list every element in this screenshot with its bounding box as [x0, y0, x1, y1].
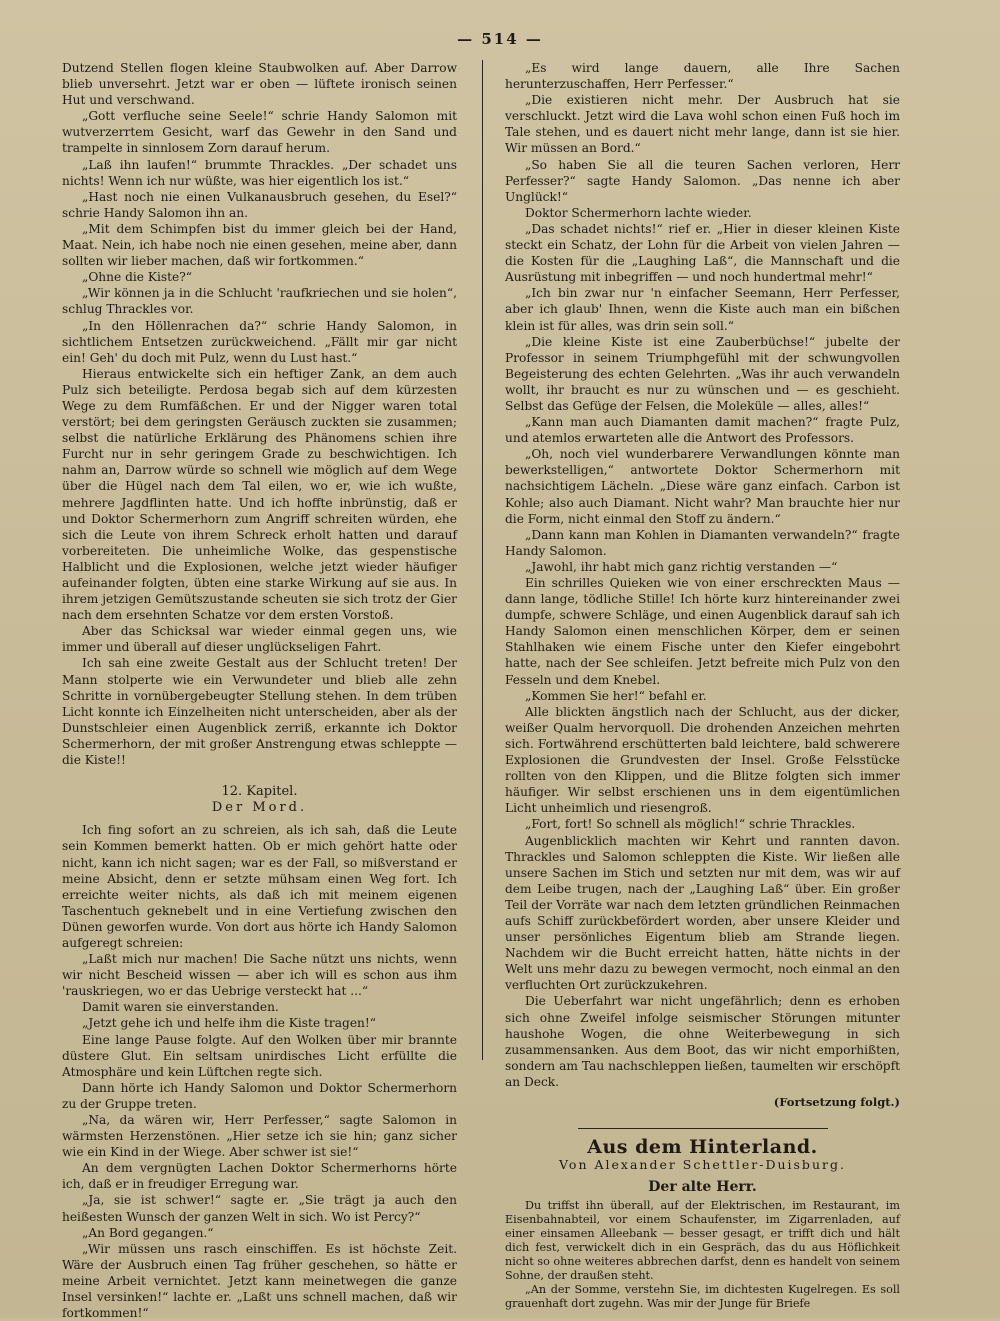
paragraph: „Wir müssen uns rasch einschiffen. Es ist höchste Zeit. Wäre der Ausbruch einen Tag früher geschehen, so hätte er meine Arbeit vernichtet. Jetzt kann meinetwegen die ganze Insel versinken!“ lachte er. „Laßt uns schnell machen, daß wir fortkommen!“ — [62, 1241, 457, 1321]
paragraph: „Na, da wären wir, Herr Perfesser,“ sagte Salomon in wärmsten Herzenstönen. „Hier setze ich sie hin; ganz sicher wie ein Kind in der Wiege. Aber schwer ist sie!“ — [62, 1113, 457, 1160]
paragraph: „Laß ihn laufen!“ brummte Thrackles. „Der schadet uns nichts! Wenn ich nur wüßte, was hier eigentlich los ist.“ — [62, 157, 457, 188]
paragraph: Eine lange Pause folgte. Auf den Wolken über mir brannte düstere Glut. Ein seltsam unirdisches Licht erfüllte die Atmosphäre und kein Lüftchen regte sich. — [62, 1032, 457, 1079]
paragraph: „Oh, noch viel wunderbarere Verwandlungen könnte man bewerkstelligen,“ antwortete Doktor Schermerhorn mit nachsichtigem Lächeln. „Diese wäre ganz einfach. Carbon ist Kohle; also auch Diamant. Nicht wahr? Man brauchte hier nur die Form, nicht einmal den Stoff zu ändern.“ — [505, 447, 900, 526]
paragraph: Ich sah eine zweite Gestalt aus der Schlucht treten! Der Mann stolperte wie ein Verwundeter und blieb alle zehn Schritte in vornübergebeugter Stellung stehen. In dem trüben Licht konnte ich Einzelheiten nicht unterscheiden, aber als der Dunstschleier einen Augenblick zerriß, erkannte ich Doktor Schermerhorn, der mit großer Anstrengung etwas schleppte — die Kiste!! — [62, 656, 457, 768]
paragraph: „So haben Sie all die teuren Sachen verloren, Herr Perfesser?“ sagte Handy Salomon. „Das nenne ich aber Unglück!“ — [505, 157, 900, 204]
paragraph: Die Ueberfahrt war nicht ungefährlich; denn es erhoben sich ohne Zweifel infolge seismischer Störungen mitunter haushohe Wogen, die ohne Weiterbewegung in sich zusammensanken. Aus dem Boot, das wir nicht emporhißten, sondern am Tau nachschleppen ließen, taumelten wir erschöpft an Deck. — [505, 994, 900, 1089]
right-column — [505, 60, 900, 1311]
paragraph: Doktor Schermerhorn lachte wieder. — [525, 205, 752, 220]
paragraph: „Hast noch nie einen Vulkanausbruch gesehen, du Esel?“ schrie Handy Salomon ihn an. — [62, 189, 457, 220]
paragraph: „Laßt mich nur machen! Die Sache nützt uns nichts, wenn wir nicht Bescheid wissen — aber ich will es schon aus ihm 'rauskriegen, wo er das Uebrige versteckt hat ...“ — [62, 952, 457, 999]
paragraph: „Kann man auch Diamanten damit machen?“ fragte Pulz, und atemlos erwarteten alle die Antwort des Professors. — [505, 415, 900, 446]
article-subtitle: Der alte Herr. — [648, 1179, 757, 1196]
article-byline: Von Alexander Schettler-Duisburg. — [559, 1157, 846, 1173]
paragraph: „An Bord gegangen.“ — [82, 1225, 214, 1240]
paragraph: Augenblicklich machten wir Kehrt und rannten davon. Thrackles und Salomon schleppten die Kiste. Wir ließen alle unsere Sachen im Stich und setzten nur mit dem, was wir auf dem Leibe trugen, nach der „Laughing Laß“ über. Ein großer Teil der Vorräte war nach dem letzten gründlichen Reinmachen aufs Schiff zurückbefördert worden, aber unsere Kleider und unser persönliches Eigentum blieb am Strande liegen. Nachdem wir die Bucht erreicht hatten, hätte nichts in der Welt uns mehr dazu zu bewegen vermocht, noch einmal an den verfluchten Ort zurückzukehren. — [505, 833, 900, 993]
paragraph: „Wir können ja in die Schlucht 'raufkriechen und sie holen“, schlug Thrackles vor. — [62, 286, 457, 317]
column-rule — [482, 60, 483, 1060]
chapter-title: Der Mord. — [211, 800, 308, 816]
page-number: — 514 — — [457, 30, 543, 48]
paragraph: Hieraus entwickelte sich ein heftiger Zank, an dem auch Pulz sich beteiligte. Perdosa begab sich auf dem kürzesten Wege zu dem Rumfäßchen. Er und der Nigger waren total verstört; bei dem geringsten Geräusch zuckten sie zusammen; selbst die natürliche Erklärung des Phänomens schien ihre Furcht nur in sehr geringem Grade zu beschwichtigen. Ich nahm an, Darrow würde so schnell wie möglich auf dem Wege über die Hügel nach dem Tal eilen, wo er, wie ich wußte, mehrere Jagdflinten hatte. Und ich hoffte inbrünstig, daß er und Doktor Schermerhorn zum Angriff schreiten würden, ehe sich die Leute von ihrem Schreck erholt hatten und darauf vorbereiteten. Die unheimliche Wolke, das gespenstische Halblicht und die Explosionen, welche jetzt wieder häufiger aufeinander folgten, übten eine starke Wirkung auf sie aus. In ihrem jetzigen Gemütszustande scheuten sie sich trotz der Gier nach dem ersehnten Schatze vor dem ersten Vorstoß. — [62, 366, 457, 623]
paragraph: An dem vergnügten Lachen Doktor Schermerhorns hörte ich, daß er in freudiger Erregung war. — [62, 1161, 457, 1192]
paragraph: „Es wird lange dauern, alle Ihre Sachen herunterzuschaffen, Herr Perfesser.“ — [505, 61, 900, 92]
paragraph: „Gott verfluche seine Seele!“ schrie Handy Salomon mit wutverzerrtem Gesicht, warf das Gewehr in den Sand und trampelte in sinnlosem Zorn darauf herum. — [62, 109, 457, 156]
paragraph: „Die existieren nicht mehr. Der Ausbruch hat sie verschluckt. Jetzt wird die Lava wohl schon einen Fuß hoch im Tale stehen, und es dauert nicht mehr lange, dann ist sie hier. Wir müssen an Bord.“ — [505, 93, 900, 156]
paragraph: „Ja, sie ist schwer!“ sagte er. „Sie trägt ja auch den heißesten Wunsch der ganzen Welt in sich. Wo ist Percy?“ — [62, 1193, 457, 1224]
paragraph: „Das schadet nichts!“ rief er. „Hier in dieser kleinen Kiste steckt ein Schatz, der Lohn für die Arbeit von vielen Jahren — die Kosten für die „Laughing Laß“, die Mannschaft und die Ausrüstung mit inbegriffen — und noch hundertmal mehr!“ — [505, 221, 900, 285]
left-column — [62, 60, 457, 1321]
chapter-number: 12. Kapitel. — [221, 784, 298, 800]
paragraph: Dutzend Stellen flogen kleine Staubwolken auf. Aber Darrow blieb unversehrt. Jetzt war er oben — lüftete ironisch seinen Hut und verschwand. — [62, 61, 457, 108]
paragraph: Dann hörte ich Handy Salomon und Doktor Schermerhorn zu der Gruppe treten. — [62, 1080, 457, 1111]
paragraph: „In den Höllenrachen da?“ schrie Handy Salomon, in sichtlichem Entsetzen zurückweichend. „Fällt mir gar nicht ein! Geh' du doch mit Pulz, wenn du Lust hast.“ — [62, 318, 457, 365]
paragraph: Du triffst ihn überall, auf der Elektrischen, im Restaurant, im Eisenbahnabteil, vor einem Schaufenster, im Zigarrenladen, auf einer einsamen Alleebank — besser gesagt, er trifft dich und hält dich fest, verwickelt dich in ein Gespräch, das du aus Höflichkeit nicht so ohne weiteres abbrechen darfst, denn es handelt von seinem Sohne, der draußen steht. — [505, 1199, 900, 1283]
paragraph: „Ohne die Kiste?“ — [82, 270, 193, 285]
paragraph: „Jawohl, ihr habt mich ganz richtig verstanden —“ — [525, 559, 838, 574]
paragraph: „Fort, fort! So schnell als möglich!“ schrie Thrackles. — [525, 817, 856, 832]
paragraph: „Dann kann man Kohlen in Diamanten verwandeln?“ fragte Handy Salomon. — [505, 527, 900, 558]
paragraph: „Mit dem Schimpfen bist du immer gleich bei der Hand, Maat. Nein, ich habe noch nie einen gesehen, meine aber, dann sollten wir lieber machen, daß wir fortkommen.“ — [62, 221, 457, 269]
paragraph: „An der Somme, verstehn Sie, im dichtesten Kugelregen. Es soll grauenhaft dort zugehn. Was mir der Junge für Briefe — [505, 1283, 900, 1311]
paragraph: Alle blickten ängstlich nach der Schlucht, aus der dicker, weißer Qualm hervorquoll. Die drohenden Anzeichen mehrten sich. Fortwährend erschütterten bald leichtere, bald schwerere Explosionen die Grundvesten der Insel. Große Felsstücke rollten von den Klippen, und die Blitze folgten sich immer häufiger. Wir selbst erschienen uns in dem eigentümlichen Licht unheimlich und riesengroß. — [505, 704, 900, 816]
paragraph: „Jetzt gehe ich und helfe ihm die Kiste tragen!“ — [82, 1016, 377, 1031]
paragraph: „Die kleine Kiste ist eine Zauberbüchse!“ jubelte der Professor in seinem Triumphgefühl mit der schwungvollen Begeisterung des echten Gelehrten. „Was ihr auch verwandeln wollt, ihr braucht es nur zu wünschen und — es geschieht. Selbst das Gefüge der Felsen, die Moleküle — alles, alles!“ — [505, 334, 900, 413]
paragraph: Ich fing sofort an zu schreien, als ich sah, daß die Leute sein Kommen bemerkt hatten. Ob er mich gehört hatte oder nicht, kann ich nicht sagen; war es der Fall, so mißverstand er meine Absicht, denn er setzte mühsam einen Weg fort. Ich erreichte weiter nichts, als daß ich mit meinem eigenen Taschentuch geknebelt und in eine Vertiefung zwischen den Dünen geworfen wurde. Von dort aus hörte ich Handy Salomon aufgeregt schreien: — [62, 823, 457, 950]
paragraph: Damit waren sie einverstanden. — [82, 1000, 279, 1015]
continued-note: (Fortsetzung folgt.) — [773, 1095, 900, 1109]
paragraph: „Ich bin zwar nur 'n einfacher Seemann, Herr Perfesser, aber ich glaub' Ihnen, wenn die Kiste auch man ein bißchen klein ist für alles, was drin sein soll.“ — [505, 286, 900, 333]
section-divider — [578, 1128, 828, 1129]
article-title: Aus dem Hinterland. — [587, 1136, 818, 1159]
paragraph: „Kommen Sie her!“ befahl er. — [525, 688, 707, 703]
paragraph: Aber das Schicksal war wieder einmal gegen uns, wie immer und überall auf dieser unglückseligen Fahrt. — [62, 624, 457, 655]
paragraph: Ein schrilles Quieken wie von einer erschreckten Maus — dann lange, tödliche Stille! Ich hörte kurz hintereinander zwei dumpfe, schwere Schläge, und einen Augenblick darauf sah ich Handy Salomon einen menschlichen Körper, dem er seinen Stahlhaken wie einem Fische unter den Kiefer eingebohrt hatte, nach der See schleifen. Jetzt befreite mich Pulz von den Fesseln und dem Knebel. — [505, 576, 900, 687]
